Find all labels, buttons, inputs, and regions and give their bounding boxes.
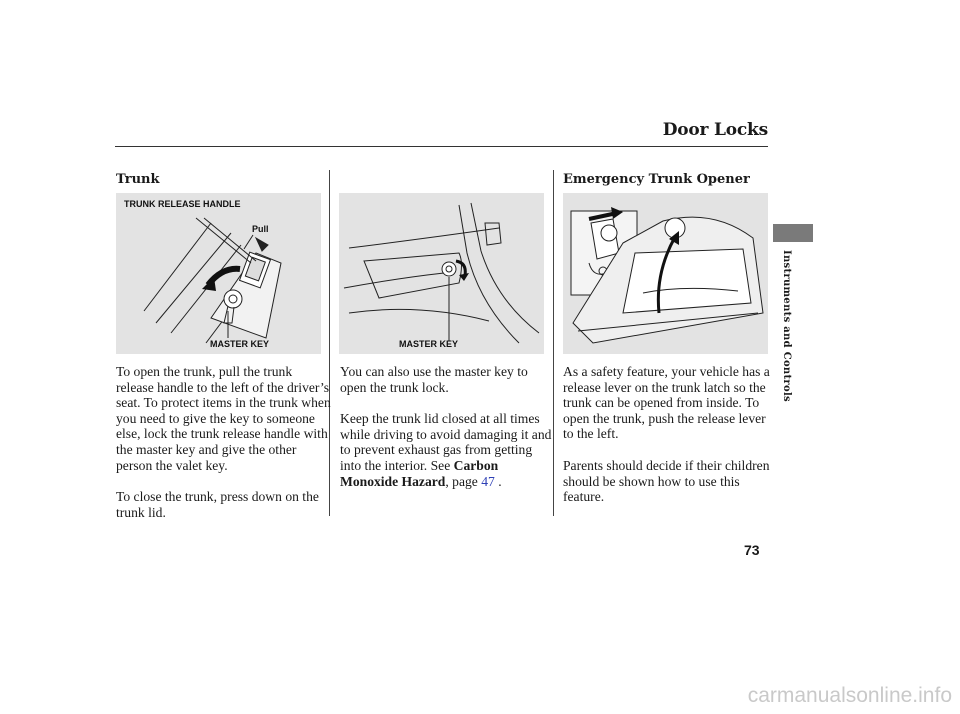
paragraph: You can also use the master key to open the trunk lock. [340, 364, 528, 395]
page-title: Door Locks [662, 120, 768, 140]
trunk-release-handle-illustration [116, 193, 321, 354]
trunk-body-text [116, 364, 331, 520]
emergency-opener-body-text [563, 364, 778, 505]
paragraph: To close the trunk, press down on the trunk lid. [116, 489, 319, 520]
watermark-text: carmanualsonline.info [747, 684, 952, 707]
header-rule [115, 146, 768, 147]
caption-pull: Pull [252, 224, 269, 234]
trunk-lock-drawing [339, 193, 544, 354]
section-heading-trunk: Trunk [116, 172, 160, 187]
trunk-lock-body-text [340, 364, 555, 489]
section-label-vertical [780, 250, 794, 402]
emergency-opener-illustration [563, 193, 768, 354]
caption-master-key: MASTER KEY [210, 339, 270, 349]
reference-title: Carbon Monoxide Hazard [340, 457, 499, 489]
caption-master-key: MASTER KEY [399, 339, 459, 349]
caption-trunk-release-handle: TRUNK RELEASE HANDLE [124, 199, 241, 209]
emergency-opener-drawing [563, 193, 768, 354]
section-tab [773, 224, 813, 242]
paragraph-with-reference [340, 411, 555, 489]
section-heading-emergency-trunk-opener: Emergency Trunk Opener [563, 172, 750, 187]
page-number: 73 [744, 542, 760, 558]
paragraph-text: . [494, 473, 502, 489]
trunk-lock-illustration [339, 193, 544, 354]
section-label-text: Instruments and Controls [781, 250, 792, 402]
page-link[interactable]: 47 [481, 473, 495, 489]
paragraph: To open the trunk, pull the trunk release handle to the left of the driver’s seat. To protect items in the trunk when you need to give the key to someone else, lock the trunk release handle with the master key and give the other person the valet key. [116, 364, 331, 473]
paragraph-text: Keep the trunk lid closed at all times while driving to avoid damaging it and to prevent exhaust gas from getting into the interior. See [340, 411, 552, 473]
release-handle-drawing [116, 193, 321, 354]
paragraph-text: , page [445, 473, 482, 489]
paragraph: As a safety feature, your vehicle has a release lever on the trunk latch so the trunk can be opened from inside. To open the trunk, push the release lever to the left. [563, 364, 770, 442]
paragraph: Parents should decide if their children should be shown how to use this feature. [563, 457, 770, 505]
